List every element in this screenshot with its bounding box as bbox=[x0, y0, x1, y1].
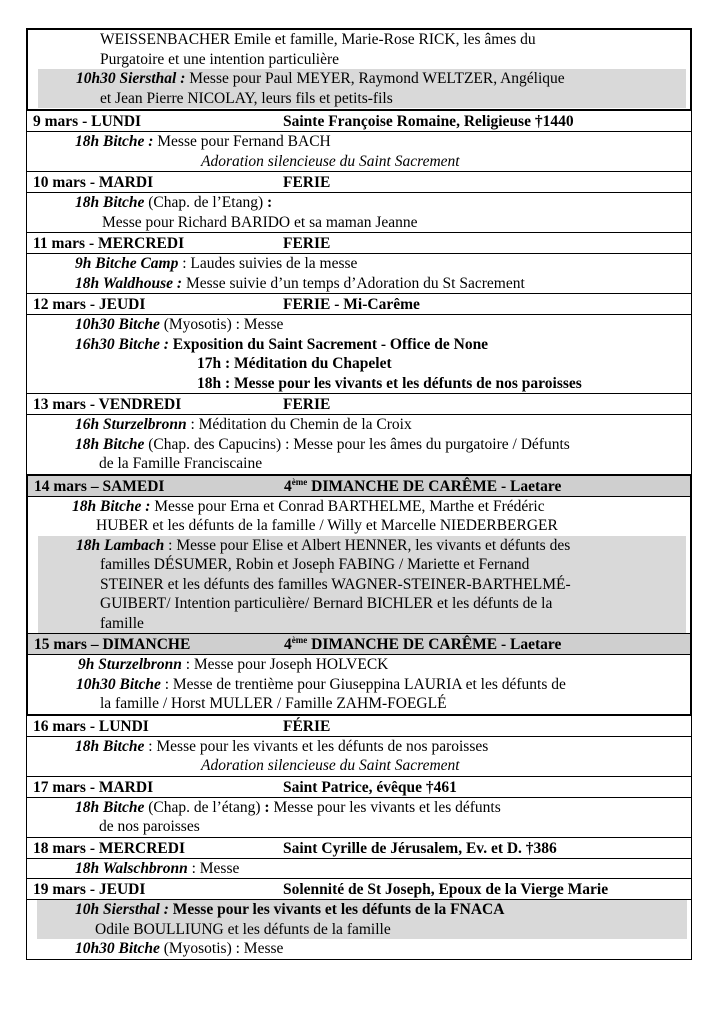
day-title: FÉRIE bbox=[283, 717, 331, 735]
mass-text: Messe pour les vivants et les défunts de la FNACA bbox=[168, 901, 505, 918]
adoration-note: Adoration silencieuse du Saint Sacrement bbox=[201, 152, 460, 170]
schedule-sheet bbox=[26, 28, 692, 960]
day-title: FERIE bbox=[283, 396, 331, 413]
rosary-line: 17h : Méditation du Chapelet bbox=[197, 355, 392, 372]
mass-entry bbox=[37, 900, 687, 939]
mass-time: 16h Sturzelbronn bbox=[75, 416, 187, 433]
mass-text: : Méditation du Chemin de la Croix bbox=[186, 416, 412, 433]
mass-text: la famille / Horst MULLER / Famille ZAHM-FOEGLÉ bbox=[100, 695, 447, 712]
mass-place: (Chap. de l’Etang) bbox=[144, 194, 267, 211]
day-title: FERIE - Mi-Carême bbox=[283, 296, 420, 313]
mass-text: : Messe pour Joseph HOLVECK bbox=[181, 656, 389, 673]
mass-place: (Chap. de l’étang) bbox=[144, 798, 265, 816]
day-date: 13 mars - VENDREDI bbox=[33, 396, 182, 413]
day-block-13 bbox=[26, 394, 692, 475]
day-title: DIMANCHE DE CARÊME - Laetare bbox=[307, 477, 562, 495]
mass-time: 10h30 Siersthal : bbox=[76, 70, 186, 87]
mass-time: 18h Bitche bbox=[75, 798, 145, 816]
mass-colon: : bbox=[264, 798, 270, 816]
mass-text: Exposition du Saint Sacrement - Office de None bbox=[168, 335, 489, 353]
day-title: Saint Cyrille de Jérusalem, Ev. et D. †386 bbox=[283, 839, 557, 857]
mass-text: HUBER et les défunts de la famille / Willy et Marcelle NIEDERBERGER bbox=[96, 517, 558, 534]
day-date: 14 mars – SAMEDI bbox=[34, 477, 165, 495]
mass-text: : Messe pour Elise et Albert HENNER, les vivants et défunts des bbox=[164, 536, 571, 554]
mass-text: (Chap. des Capucins) : Messe pour les âmes du purgatoire / Défunts bbox=[144, 435, 570, 453]
day-title: FERIE bbox=[283, 235, 331, 252]
mass-time: 18h Bitche : bbox=[75, 133, 154, 150]
day-date: 12 mars - JEUDI bbox=[33, 296, 146, 313]
day-block-17 bbox=[26, 777, 692, 838]
mass-time: 18h Bitche bbox=[75, 737, 145, 755]
day-header bbox=[27, 233, 691, 254]
sunday-number: 4 bbox=[284, 636, 292, 653]
day-header bbox=[27, 172, 691, 193]
mass-text: GUIBERT/ Intention particulière/ Bernard BICHLER et les défunts de la bbox=[100, 595, 553, 612]
mass-text: : Messe de trentième pour Giuseppina LAURIA et les défunts de bbox=[160, 675, 566, 693]
mass-text: Messe pour Erna et Conrad BARTHELME, Marthe et Frédéric bbox=[150, 497, 545, 515]
day-title: Saint Patrice, évêque †461 bbox=[283, 778, 457, 796]
mass-text: STEINER et les défunts des familles WAGNER-STEINER-BARTHELMÉ- bbox=[100, 575, 571, 593]
mass-text: Messe suivie d’un temps d’Adoration du St Sacrement bbox=[182, 274, 525, 292]
mass-time: 18h Waldhouse : bbox=[75, 274, 183, 292]
mass-text: de la Famille Franciscaine bbox=[99, 455, 263, 472]
day-title: Sainte Françoise Romaine, Religieuse †1440 bbox=[283, 113, 574, 130]
mass-time: 18h Bitche : bbox=[72, 497, 151, 515]
sunday-ordinal: ème bbox=[291, 634, 308, 645]
day-date: 15 mars – DIMANCHE bbox=[34, 636, 191, 653]
mass-text: Messe pour Richard BARIDO et sa maman Jeanne bbox=[102, 213, 418, 231]
mass-entry bbox=[38, 536, 686, 634]
day-block-19 bbox=[26, 879, 692, 960]
mass-time: 10h30 Bitche bbox=[75, 316, 160, 333]
mass-text: Odile BOULLIUNG et les défunts de la famille bbox=[95, 920, 391, 938]
mass-time: 9h Bitche Camp bbox=[75, 255, 179, 272]
adoration-note: Adoration silencieuse du Saint Sacrement bbox=[201, 757, 460, 774]
day-header bbox=[27, 716, 691, 737]
mass-time: 10h30 Bitche bbox=[76, 675, 161, 693]
day-block-16 bbox=[26, 716, 692, 777]
mass-time: 10h30 Bitche bbox=[75, 940, 160, 957]
mass-time: 16h30 Bitche : bbox=[75, 335, 169, 353]
sunday-block bbox=[26, 474, 692, 716]
sunday-ordinal: ème bbox=[291, 476, 308, 487]
day-block-10 bbox=[26, 172, 692, 233]
mass-line: 18h : Messe pour les vivants et les défunts de nos paroisses bbox=[197, 374, 582, 392]
mass-colon: : bbox=[267, 194, 273, 211]
mass-text: : Laudes suivies de la messe bbox=[178, 255, 358, 272]
day-header bbox=[27, 838, 691, 859]
day-date: 10 mars - MARDI bbox=[33, 174, 154, 191]
mass-text: Messe pour Fernand BACH bbox=[153, 133, 331, 150]
mass-time: 9h Sturzelbronn bbox=[78, 656, 182, 673]
day-header bbox=[28, 476, 690, 497]
day-title: FERIE bbox=[283, 174, 331, 191]
day-date: 19 mars - JEUDI bbox=[33, 881, 146, 898]
mass-text: : Messe bbox=[187, 859, 240, 877]
day-header bbox=[27, 777, 691, 798]
intention-line: Purgatoire et une intention particulière bbox=[100, 50, 340, 68]
day-date: 16 mars - LUNDI bbox=[33, 717, 149, 735]
mass-text: de nos paroisses bbox=[99, 818, 200, 835]
day-header bbox=[27, 394, 691, 415]
mass-text: et Jean Pierre NICOLAY, leurs fils et petits-fils bbox=[100, 89, 393, 107]
mass-time: 18h Lambach bbox=[76, 536, 165, 554]
day-title: Solennité de St Joseph, Epoux de la Vierge Marie bbox=[283, 881, 609, 898]
day-header bbox=[27, 879, 691, 900]
mass-text: Messe pour les vivants et les défunts bbox=[269, 798, 501, 816]
mass-text: famille bbox=[100, 614, 144, 632]
day-date: 17 mars - MARDI bbox=[33, 778, 154, 796]
mass-text: (Myosotis) : Messe bbox=[159, 316, 284, 333]
day-block-11 bbox=[26, 233, 692, 294]
day-header bbox=[27, 111, 691, 132]
intention-line: WEISSENBACHER Emile et famille, Marie-Rose RICK, les âmes du bbox=[100, 31, 536, 48]
mass-time: 18h Bitche bbox=[75, 194, 145, 211]
mass-text: familles DÉSUMER, Robin et Joseph FABING / Mariette et Fernand bbox=[100, 556, 530, 573]
mass-text: (Myosotis) : Messe bbox=[159, 940, 284, 957]
mass-time: 18h Bitche bbox=[75, 435, 145, 453]
day-header bbox=[28, 633, 690, 655]
mass-time: 10h Siersthal : bbox=[75, 901, 169, 918]
mass-entry bbox=[38, 69, 686, 108]
sunday-number: 4 bbox=[284, 477, 292, 495]
day-date: 18 mars - MERCREDI bbox=[33, 839, 185, 857]
mass-text: : Messe pour les vivants et les défunts de nos paroisses bbox=[144, 737, 489, 755]
week-prev-block bbox=[26, 28, 692, 111]
day-block-12 bbox=[26, 294, 692, 394]
day-date: 11 mars - MERCREDI bbox=[33, 235, 185, 252]
day-block-18 bbox=[26, 838, 692, 880]
day-title: DIMANCHE DE CARÊME - Laetare bbox=[307, 636, 562, 653]
day-header bbox=[27, 294, 691, 315]
day-block-9 bbox=[26, 111, 692, 172]
day-date: 9 mars - LUNDI bbox=[33, 113, 142, 130]
mass-time: 18h Walschbronn bbox=[75, 859, 188, 877]
mass-text: Messe pour Paul MEYER, Raymond WELTZER, Angélique bbox=[185, 70, 565, 87]
